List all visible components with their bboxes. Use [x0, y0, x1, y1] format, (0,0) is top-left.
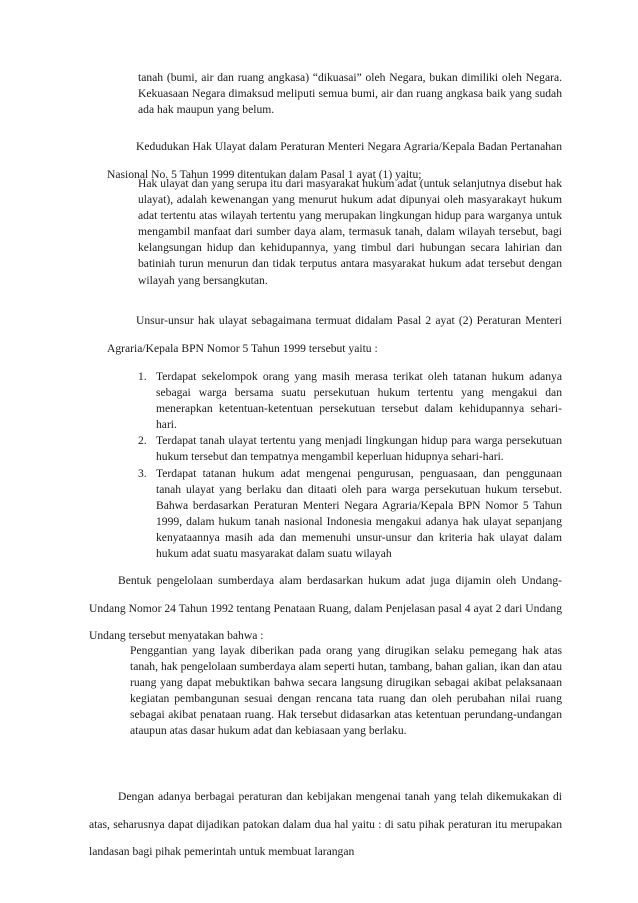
list-item-number: 3. — [138, 466, 147, 480]
list-item — [138, 369, 562, 433]
list-item — [138, 433, 562, 465]
body-paragraph-4: Unsur-unsur hak ulayat sebagaimana termuat didalam Pasal 2 ayat (2) Peraturan Menteri Agraria/Kepala BPN Nomor 5 Tahun 1999 tersebut yaitu : — [107, 314, 562, 355]
quote-paragraph-6: Penggantian yang layak diberikan pada orang yang dirugikan selaku pemegang hak atas tanah, hak pengelolaan sumberdaya alam seperti hutan, tambang, bahan galian, ikan dan atau ruang yang dapat mebuktikan bahwa secara langsung dirugikan sebagai akibat pelaksanaan kegiatan pembangunan sesuai dengan rencana tata ruang dan oleh perubahan nilai ruang sebagai akibat penataan ruang. Hak tersebut didasarkan atas ketentuan perundang-undangan ataupun atas dasar hukum adat dan kebiasaan yang berlaku. — [130, 644, 562, 738]
numbered-list — [138, 369, 562, 562]
quote-paragraph-3: Hak ulayat dan yang serupa itu dari masyarakat hukum adat (untuk selanjutnya disebut hak ulayat), adalah kewenangan yang menurut hukum adat dipunyai oleh masyarakayt hukum adat tertentu atas wilayah tertentu yang merupakan lingkungan hidup para warganya untuk mengambil manfaat dari sumber daya alam, termasuk tanah, dalam wilayah tersebut, bagi kelangsungan hidup dan kehidupannya, yang timbul dari hubungan secara lahirian dan batiniah turun menurun dan tidak terputus antara masyarakat hukum adat tersebut dengan wilayah yang bersangkutan. — [138, 177, 562, 287]
list-item-text: Terdapat tatanan hukum adat mengenai pengurusan, penguasaan, dan penggunaan tanah ulayat yang berlaku dan ditaati oleh para warga persekutuan hukum tersebut. Bahwa berdasarkan Peraturan Menteri Negara Agraria/Kepala BPN Nomor 5 Tahun 1999, dalam hukum tanah nasional Indonesia mengakui adanya hak ulayat sepanjang kenyataannya masih ada dan memenuhi unsur-unsur dan kriteria hak ulayat dalam hukum adat suatu masyarakat dalam suatu wilayah — [156, 466, 562, 561]
body-paragraph-5: Bentuk pengelolaan sumberdaya alam berdasarkan hukum adat juga dijamin oleh Undang-Undang Nomor 24 Tahun 1992 tentang Penataan Ruang, dalam Penjelasan pasal 4 ayat 2 dari Undang Undang tersebut menyatakan bahwa : — [89, 574, 562, 642]
list-item-number: 1. — [138, 370, 147, 383]
list-item-text: Terdapat tanah ulayat tertentu yang menjadi lingkungan hidup para warga persekutuan hukum tersebut dan tempatnya mengambil keperluan hidupnya sehari-hari. — [156, 434, 562, 464]
body-paragraph-2: Kedudukan Hak Ulayat dalam Peraturan Menteri Negara Agraria/Kepala Badan Pertanahan Nasional No. 5 Tahun 1999 ditentukan dalam Pasal 1 ayat (1) yaitu; — [107, 140, 562, 181]
body-paragraph-7: Dengan adanya berbagai peraturan dan kebijakan mengenai tanah yang telah dikemukakan di atas, seharusnya dapat dijadikan patokan dalam dua hal yaitu : di satu pihak peraturan itu merupakan landasan bagi pihak pemerintah untuk membuat larangan — [89, 790, 562, 858]
quote-paragraph-1: tanah (bumi, air dan ruang angkasa) “dikuasai” oleh Negara, bukan dimiliki oleh Negara. Kekuasaan Negara dimaksud meliputi semua bumi, air dan ruang angkasa baik yang sudah ada hak maupun yang belum. — [138, 71, 562, 117]
list-item-number: 2. — [138, 434, 147, 448]
list-item-text: Terdapat sekelompok orang yang masih merasa terikat oleh tatanan hukum adanya sebagai warga bersama suatu persekutuan hukum tertentu yang mengakui dan menerapkan ketentuan-ketentuan persekutuan tersebut dalam kehidupannya sehari-hari. — [156, 370, 562, 432]
list-item — [138, 466, 562, 563]
